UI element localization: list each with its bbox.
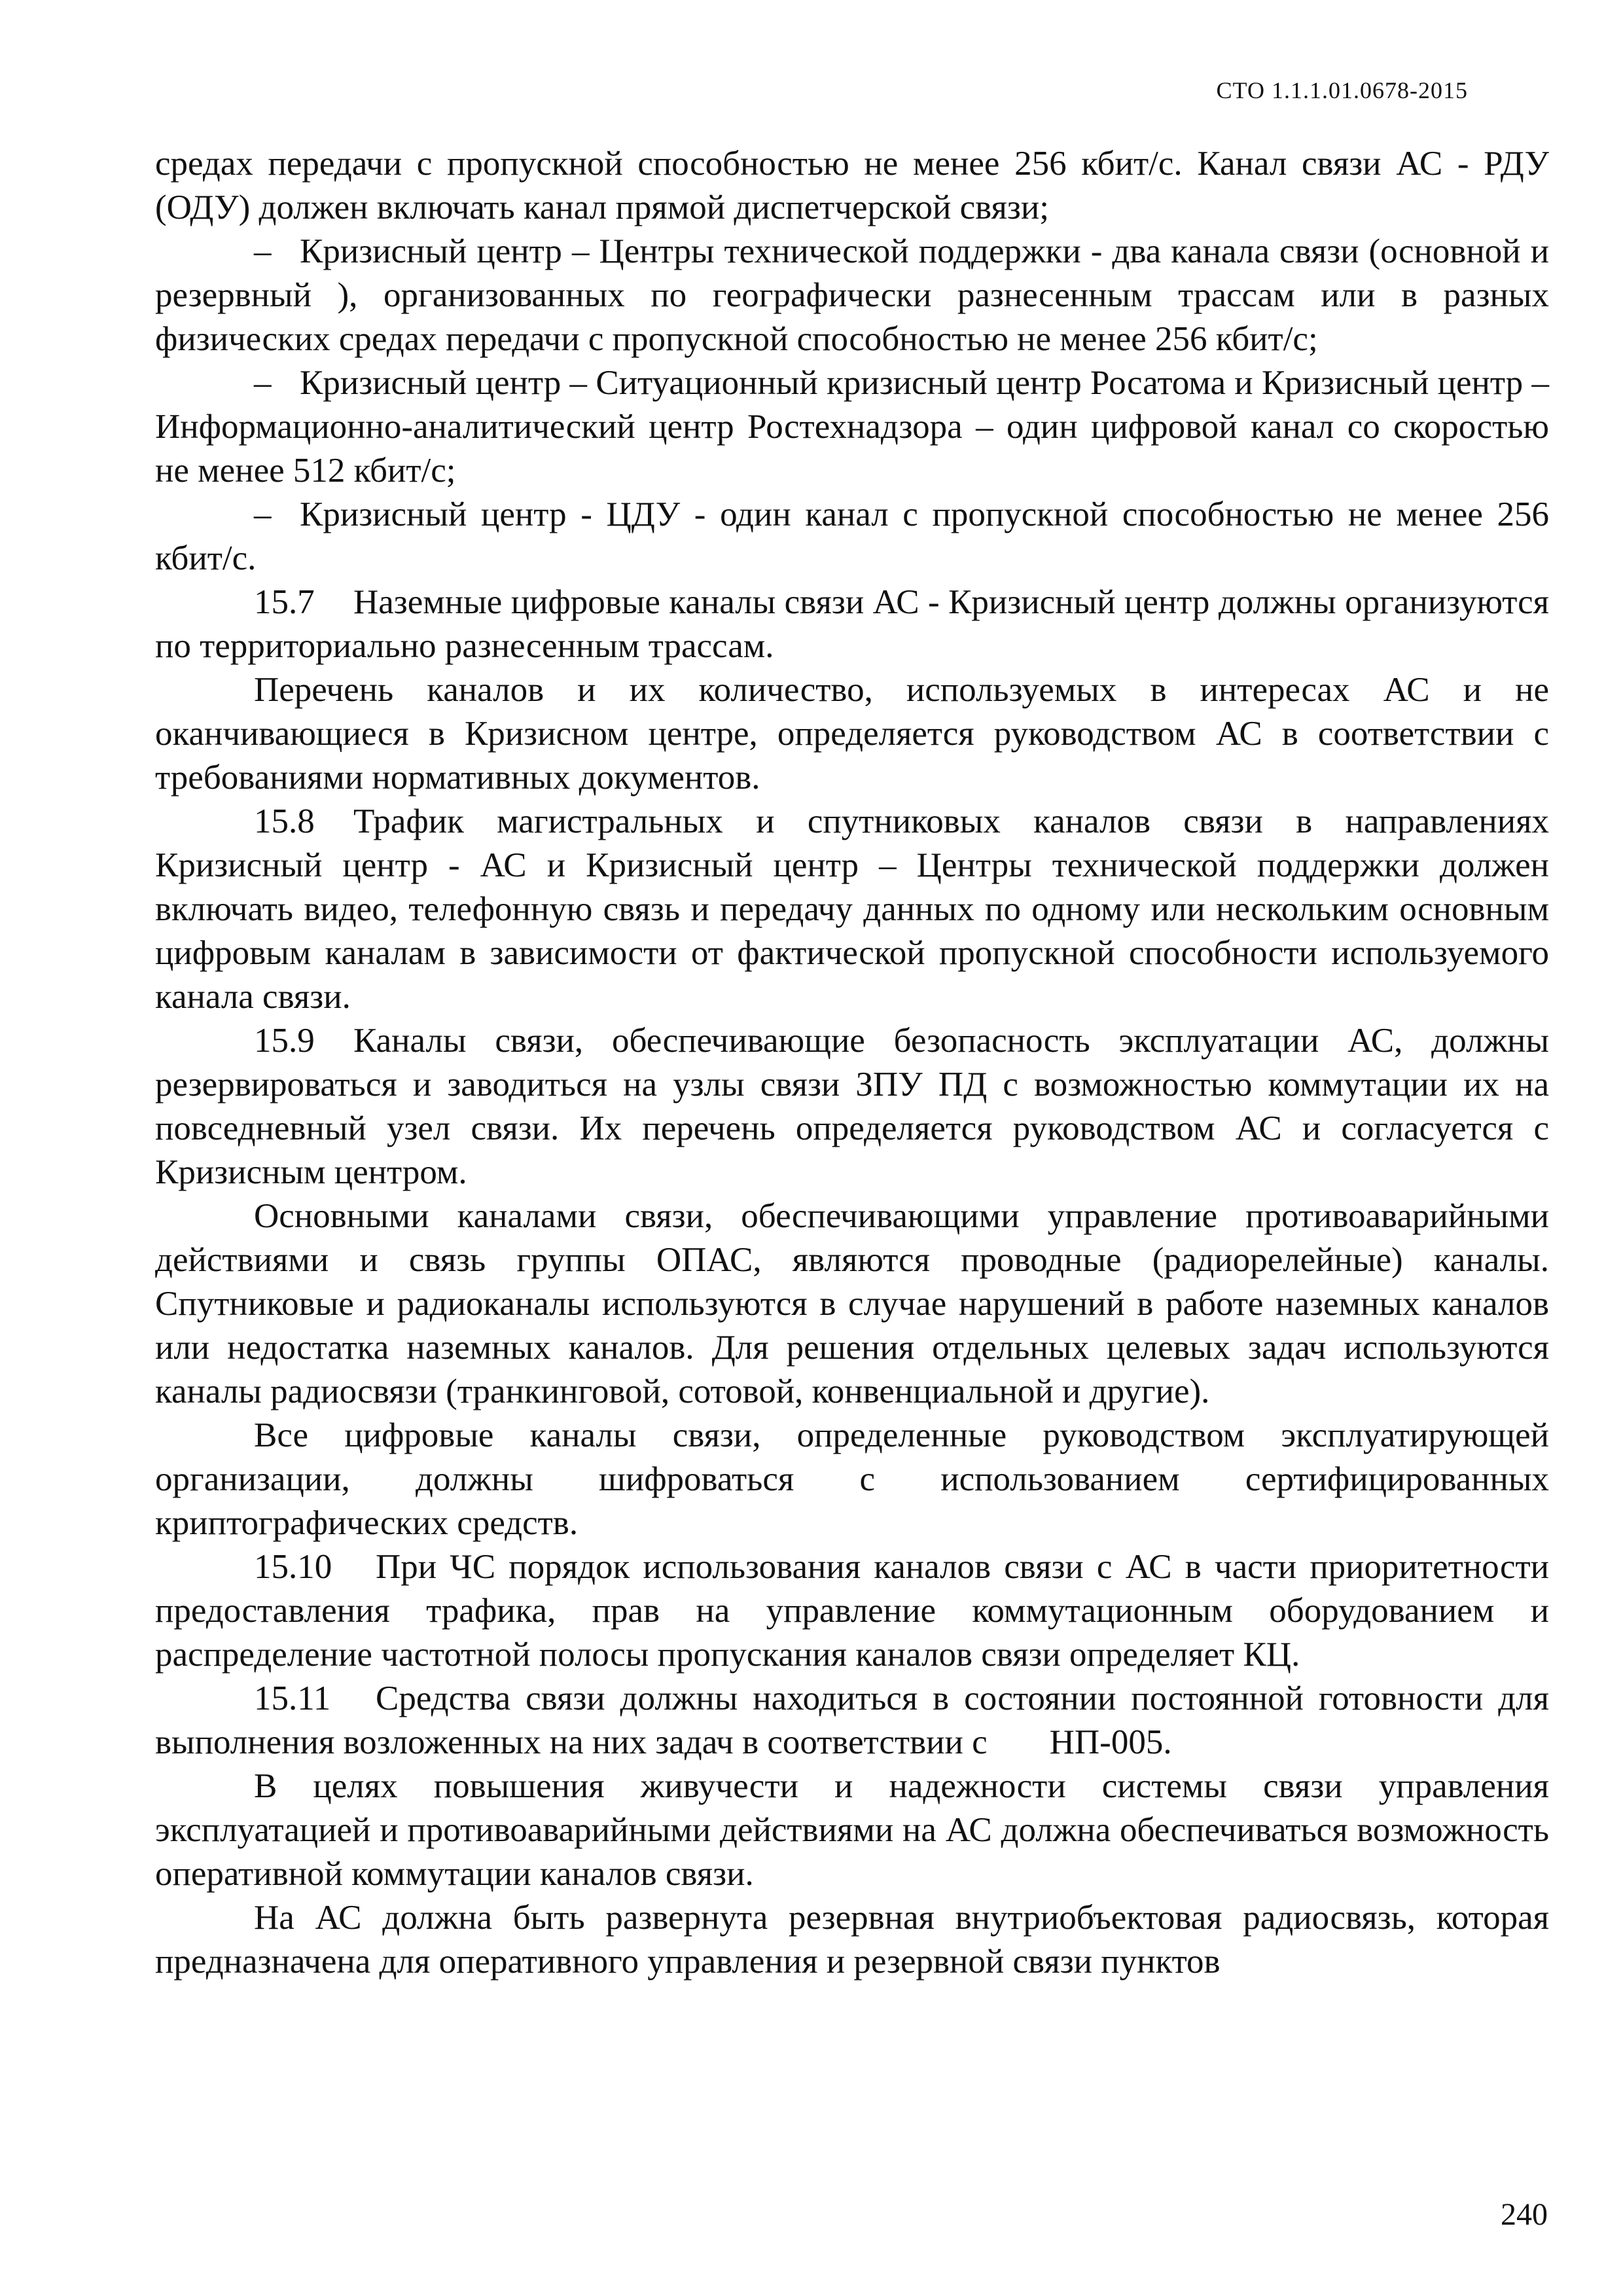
paragraph-text: Перечень каналов и их количество, используемых в интересах АС и не оканчивающиеся в Кризисном центре, определяется руководством АС в соответствии с требованиями нормативных документов. xyxy=(155,671,1549,797)
clause-number: 15.9 xyxy=(254,1022,315,1060)
document-code: СТО 1.1.1.01.0678-2015 xyxy=(1216,77,1468,103)
paragraph-text: средах передачи с пропускной способностью не менее 256 кбит/с. Канал связи АС - РДУ (ОДУ) должен включать канал прямой диспетчерской связи; xyxy=(155,145,1549,226)
paragraph xyxy=(155,1896,1549,1984)
dash-marker: – xyxy=(254,232,272,270)
list-item xyxy=(155,361,1549,493)
paragraph-continuation xyxy=(155,142,1549,230)
dash-marker: – xyxy=(254,364,272,402)
list-item-text: Кризисный центр – Ситуационный кризисный центр Росатома и Кризисный центр – Информационно-аналитический центр Ростехнадзора – один цифровой канал со скоростью не менее 512 кбит/с; xyxy=(155,364,1549,490)
list-item xyxy=(155,493,1549,581)
clause-text: При ЧС порядок использования каналов связи с АС в части приоритетности предоставления трафика, прав на управление коммутационным оборудованием и распределение частотной полосы пропускания каналов связи определяет КЦ. xyxy=(155,1548,1549,1674)
clause-text: Каналы связи, обеспечивающие безопасность эксплуатации АС, должны резервироваться и заводиться на узлы связи ЗПУ ПД с возможностью коммутации их на повседневный узел связи. Их перечень определяется руководством АС и согласуется с Кризисным центром. xyxy=(155,1022,1549,1191)
clause-number: 15.10 xyxy=(254,1548,332,1586)
clause-text: Средства связи должны находиться в состоянии постоянной готовности для выполнения возложенных на них задач в соответствии с xyxy=(155,1679,1549,1761)
dash-marker: – xyxy=(254,495,272,533)
normative-reference: НП-005. xyxy=(1049,1723,1172,1761)
clause-text: Трафик магистральных и спутниковых каналов связи в направлениях Кризисный центр - АС и Кризисный центр – Центры технической поддержки должен включать видео, телефонную связь и передачу данных по одному или нескольким основным цифровым каналам в зависимости от фактической пропускной способности используемого канала связи. xyxy=(155,802,1549,1016)
clause-15-8 xyxy=(155,800,1549,1019)
paragraph xyxy=(155,1194,1549,1414)
clause-15-11 xyxy=(155,1677,1549,1765)
paragraph-text: На АС должна быть развернута резервная внутриобъектовая радиосвязь, которая предназначена для оперативного управления и резервной связи пунктов xyxy=(155,1899,1549,1981)
paragraph xyxy=(155,1765,1549,1896)
page-number: 240 xyxy=(1501,2197,1548,2232)
paragraph-text: Все цифровые каналы связи, определенные руководством эксплуатирующей организации, должны шифроваться с использованием сертифицированных криптографических средств. xyxy=(155,1416,1549,1542)
clause-15-10 xyxy=(155,1545,1549,1677)
clause-number: 15.7 xyxy=(254,583,315,621)
document-body xyxy=(155,142,1549,1984)
clause-number: 15.11 xyxy=(254,1679,331,1717)
list-item-text: Кризисный центр - ЦДУ - один канал с пропускной способностью не менее 256 кбит/с. xyxy=(155,495,1549,577)
clause-text: Наземные цифровые каналы связи АС - Кризисный центр должны организуются по территориально разнесенным трассам. xyxy=(155,583,1549,665)
paragraph-text: В целях повышения живучести и надежности системы связи управления эксплуатацией и противоаварийными действиями на АС должна обеспечиваться возможность оперативной коммутации каналов связи. xyxy=(155,1767,1549,1893)
clause-15-9 xyxy=(155,1019,1549,1194)
paragraph xyxy=(155,1414,1549,1545)
list-item xyxy=(155,230,1549,361)
paragraph xyxy=(155,668,1549,800)
clause-15-7 xyxy=(155,581,1549,668)
list-item-text: Кризисный центр – Центры технической поддержки - два канала связи (основной и резервный ), организованных по географически разнесенным трассам или в разных физических средах передачи с пропускной способностью не менее 256 кбит/с; xyxy=(155,232,1549,358)
paragraph-text: Основными каналами связи, обеспечивающими управление противоаварийными действиями и связь группы ОПАС, являются проводные (радиорелейные) каналы. Спутниковые и радиоканалы используются в случае нарушений в работе наземных каналов или недостатка наземных каналов. Для решения отдельных целевых задач используются каналы радиосвязи (транкинговой, сотовой, конвенциальной и другие). xyxy=(155,1197,1549,1410)
clause-number: 15.8 xyxy=(254,802,315,840)
